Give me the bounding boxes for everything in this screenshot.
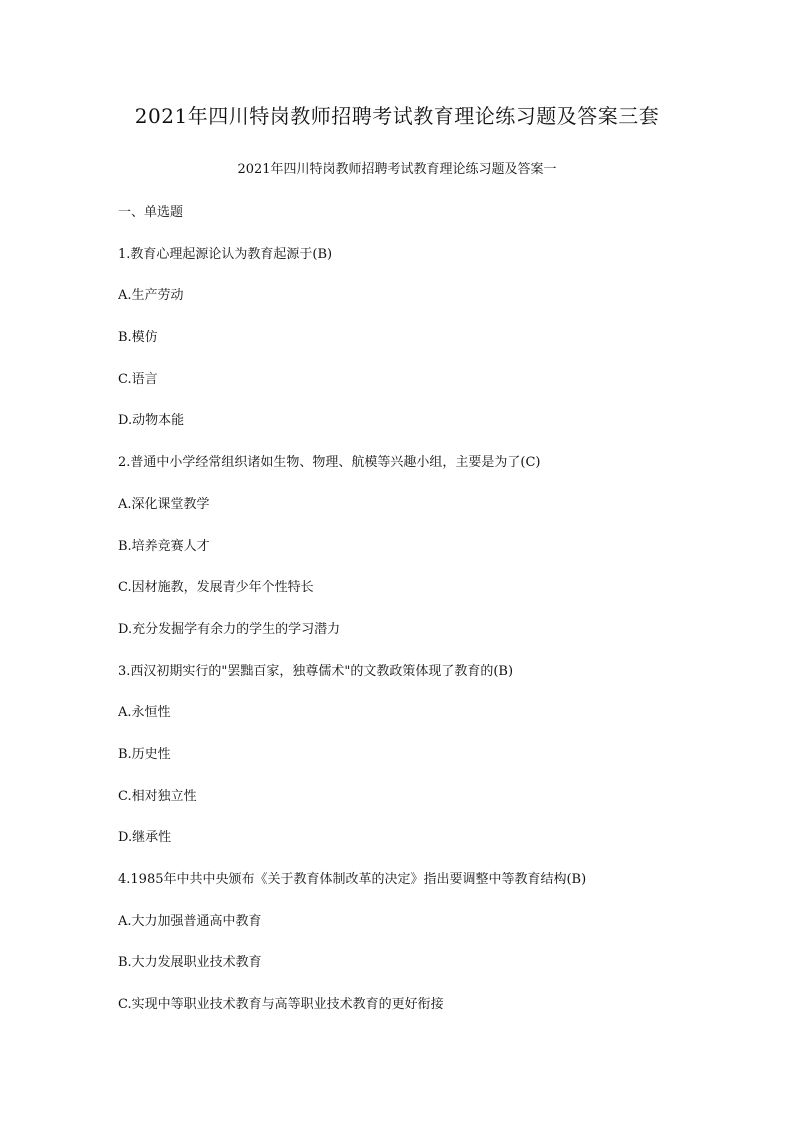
question-1-option-b: B.模仿 — [118, 330, 158, 346]
section-heading: 一、单选题 — [118, 205, 184, 220]
question-1: 1.教育心理起源论认为教育起源于(B) — [118, 246, 333, 262]
question-3-option-b: B.历史性 — [118, 746, 171, 762]
question-1-option-c: C.语言 — [118, 371, 158, 387]
question-3: 3.西汉初期实行的"罢黜百家，独尊儒术"的文教政策体现了教育的(B) — [118, 663, 514, 679]
document-title: 2021年四川特岗教师招聘考试教育理论练习题及答案三套 — [134, 104, 660, 128]
question-3-option-c: C.相对独立性 — [118, 788, 197, 804]
document-subtitle: 2021年四川特岗教师招聘考试教育理论练习题及答案一 — [237, 162, 557, 177]
question-1-option-a: A.生产劳动 — [118, 288, 184, 304]
question-2-option-b: B.培养竞赛人才 — [118, 538, 210, 554]
question-3-option-a: A.永恒性 — [118, 705, 171, 721]
question-2-option-c: C.因材施教，发展青少年个性特长 — [118, 580, 314, 596]
question-3-option-d: D.继承性 — [118, 830, 172, 846]
question-4-option-b: B.大力发展职业技术教育 — [118, 955, 262, 971]
question-2-option-a: A.深化课堂教学 — [118, 496, 210, 512]
question-4-option-c: C.实现中等职业技术教育与高等职业技术教育的更好衔接 — [118, 997, 444, 1013]
question-2-option-d: D.充分发掘学有余力的学生的学习潜力 — [118, 621, 341, 637]
question-4: 4.1985年中共中央颁布《关于教育体制改革的决定》指出要调整中等教育结构(B) — [118, 872, 587, 887]
question-list — [118, 203, 758, 1037]
question-2: 2.普通中小学经常组织诸如生物、物理、航模等兴趣小组，主要是为了(C) — [118, 455, 541, 471]
question-4-option-a: A.大力加强普通高中教育 — [118, 913, 262, 929]
question-1-option-d: D.动物本能 — [118, 413, 185, 429]
